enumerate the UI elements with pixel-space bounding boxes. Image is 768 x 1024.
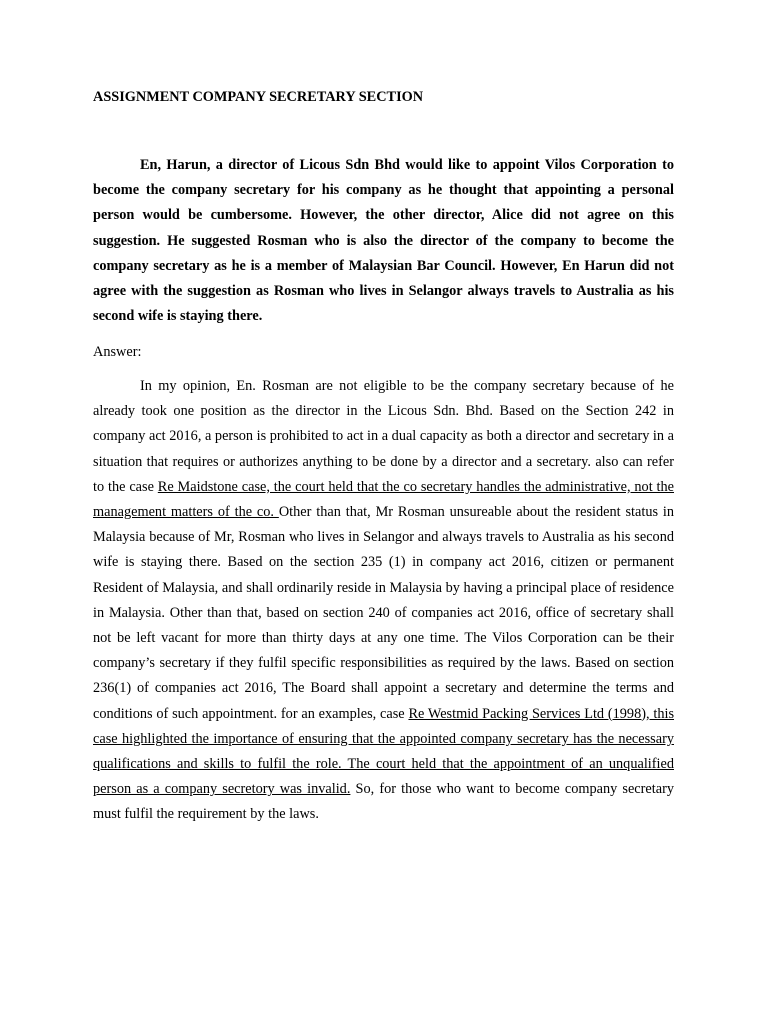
answer-text-part2: Other than that, Mr Rosman unsureable about the resident status in Malaysia because of Mr, Rosman who lives in Selangor and always travels to Australia as his second wife is staying there. Based on the section 235 (1) in company act 2016, citizen or permanent Resident of Malaysia, and shall ordinarily reside in Malaysia by having a principal place of residence in Malaysia. Other than that, based on section 240 of companies act 2016, office of secretary shall not be left vacant for more than thirty days at any one time. The Vilos Corporation can be their company’s secretary if they fulfil specific responsibilities as required by the laws. Based on section 236(1) of companies act 2016, The Board shall appoint a secretary and determine the terms and conditions of such appointment. for an examples, case	[93, 504, 675, 722]
document-title: ASSIGNMENT COMPANY SECRETARY SECTION	[93, 89, 424, 105]
case-reference-westmid: Re Westmid Packing Services Ltd (1998), this case highlighted the importance of ensuring that the appointed company secretary has the necessary qualifications and skills to fulfil the role. The court held that the appointment of an unqualified person as a company secretory was invalid.	[93, 705, 675, 798]
answer-paragraph	[93, 374, 674, 828]
answer-label: Answer:	[93, 344, 142, 360]
question-paragraph: En, Harun, a director of Licous Sdn Bhd would like to appoint Vilos Corporation to become the company secretary for his company as he thought that appointing a personal person would be cumbersome. However, the other director, Alice did not agree on this suggestion. He suggested Rosman who is also the director of the company to become the company secretary as he is a member of Malaysian Bar Council. However, En Harun did not agree with the suggestion as Rosman who lives in Selangor always travels to Australia as his second wife is staying there.	[93, 157, 674, 325]
answer-text-part1: In my opinion, En. Rosman are not eligible to be the company secretary because of he already took one position as the director in the Licous Sdn. Bhd. Based on the Section 242 in company act 2016, a person is prohibited to act in a dual capacity as both a director and secretary in a situation that requires or authorizes anything to be done by a director and a secretary. also can refer to the case	[93, 378, 674, 495]
case-reference-maidstone: Re Maidstone case, the court held that the co secretary handles the administrative, not the management matters of the co.	[93, 478, 674, 521]
answer-text-part3: So, for those who want to become company secretary must fulfil the requirement by the laws.	[93, 781, 674, 823]
